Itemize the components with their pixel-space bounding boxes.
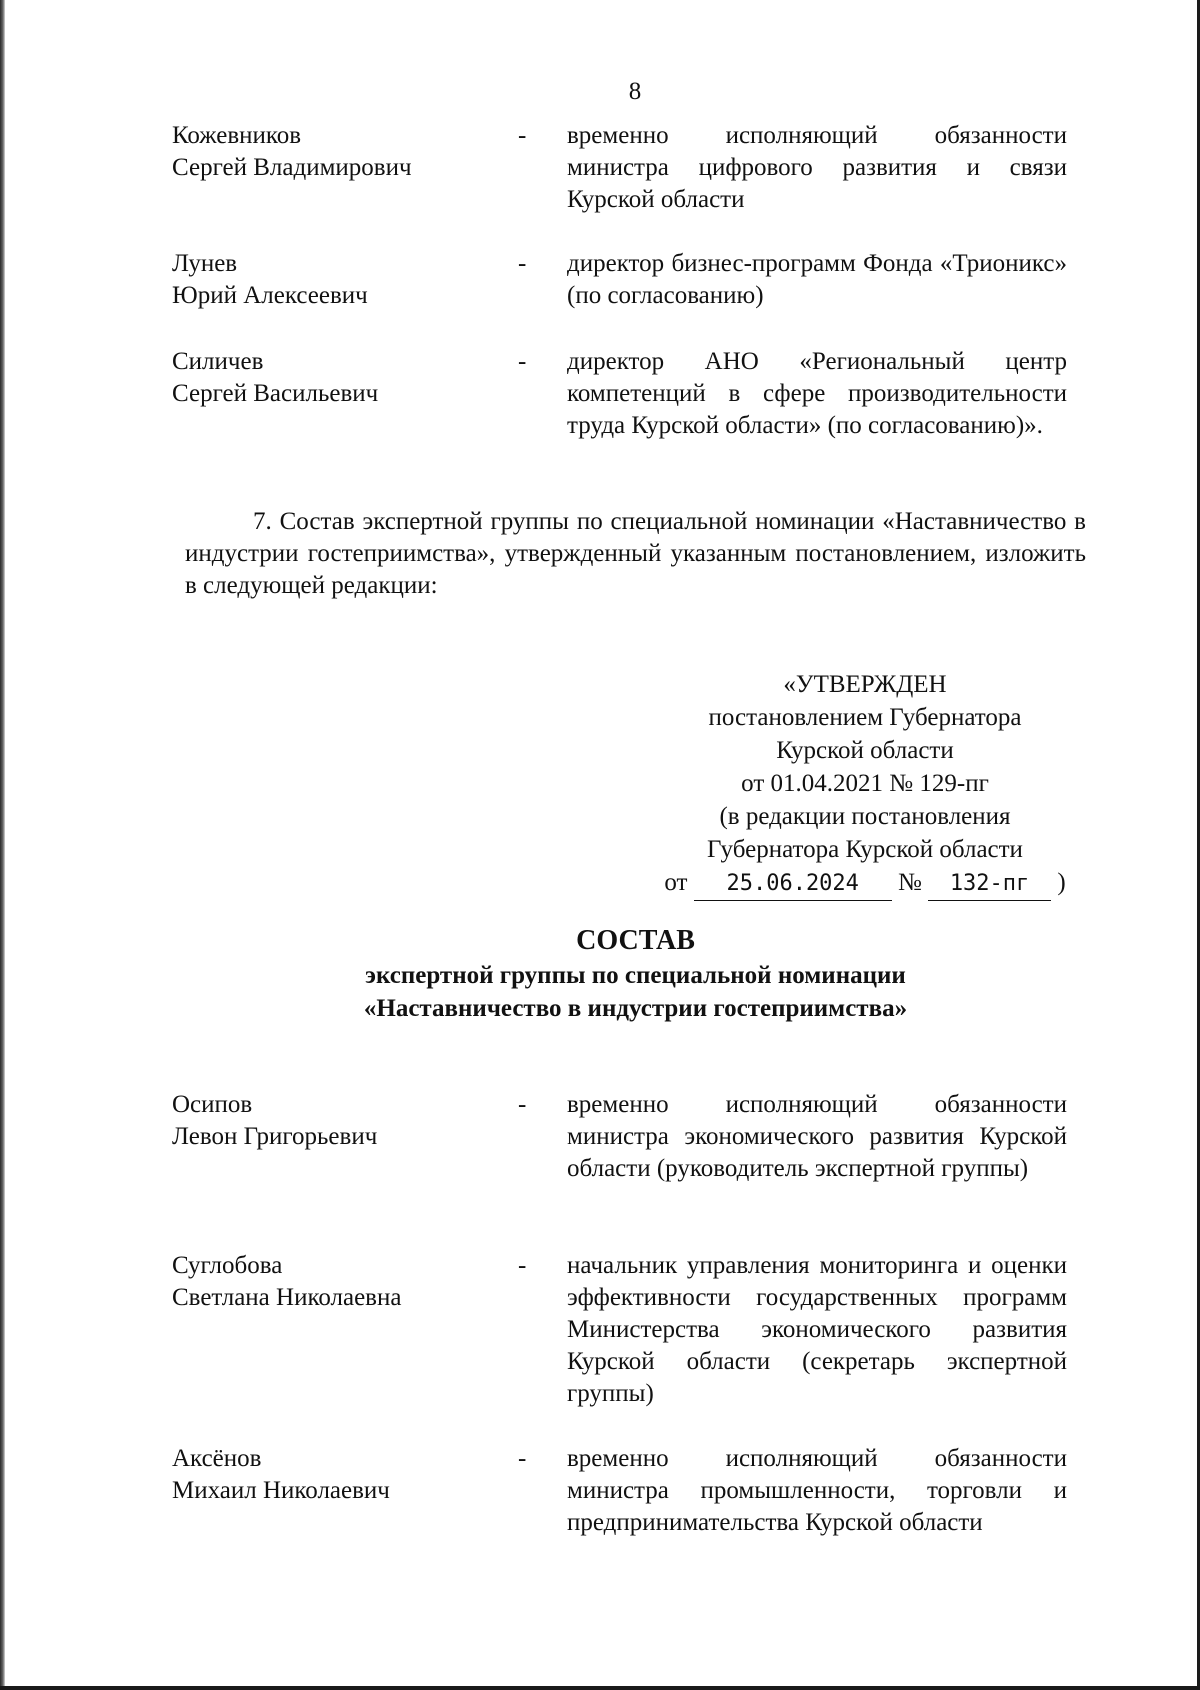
member-position: директор АНО «Региональный центр компетенций в сфере производительности труда Курской области» (по согласованию)». [567, 348, 1067, 439]
member-given-names: Сергей Васильевич [172, 380, 379, 407]
member-given-names: Юрий Алексеевич [172, 282, 368, 309]
amendment-paragraph: 7. Состав экспертной группы по специальной номинации «Наставничество в индустрии гостеприимства», утвержденный указанным постановлением, изложить в следующей редакции: [185, 508, 1086, 599]
closing-parenthesis: ) [1057, 869, 1066, 896]
approval-line: «УТВЕРЖДЕН [783, 671, 947, 698]
approval-number: 132-пг [928, 867, 1051, 901]
from-label: от [664, 869, 688, 896]
member-dash: - [518, 348, 527, 375]
member-dash: - [518, 1252, 527, 1279]
member-position: директор бизнес-программ Фонда «Трионикс» (по согласованию) [567, 250, 1067, 309]
member-given-names: Сергей Владимирович [172, 154, 412, 181]
scan-bottom-edge [0, 1686, 1200, 1690]
composition-subtitle: «Наставничество в индустрии гостеприимства» [363, 995, 908, 1022]
member-given-names: Светлана Николаевна [172, 1284, 402, 1311]
number-label: № [897, 869, 922, 896]
approval-line: Курской области [776, 737, 954, 764]
member-surname: Кожевников [172, 122, 302, 149]
approval-date: 25.06.2024 [694, 867, 892, 901]
member-dash: - [518, 1091, 527, 1118]
member-name [172, 120, 492, 184]
member-surname: Суглобова [172, 1252, 283, 1279]
member-position: временно исполняющий обязанности министра экономического развития Курской области (руководитель экспертной группы) [567, 1091, 1067, 1182]
member-dash: - [518, 250, 527, 277]
member-name [172, 346, 492, 410]
member-surname: Силичев [172, 348, 264, 375]
approval-line: (в редакции постановления [719, 803, 1011, 830]
member-surname: Осипов [172, 1091, 253, 1118]
approval-stamp-block [660, 668, 1070, 901]
member-name [172, 1443, 492, 1507]
member-surname: Лунев [172, 250, 238, 277]
member-name [172, 248, 492, 312]
member-given-names: Михаил Николаевич [172, 1477, 390, 1504]
member-position: временно исполняющий обязанности министра цифрового развития и связи Курской области [567, 122, 1067, 213]
page-number: 8 [628, 78, 642, 105]
scan-left-edge [0, 0, 5, 1690]
approval-date-line [660, 866, 1070, 901]
composition-subtitle: экспертной группы по специальной номинации [365, 962, 906, 989]
member-given-names: Левон Григорьевич [172, 1123, 378, 1150]
member-name [172, 1250, 492, 1314]
member-dash: - [518, 1445, 527, 1472]
member-name [172, 1089, 492, 1153]
member-dash: - [518, 122, 527, 149]
composition-title: СОСТАВ [576, 925, 695, 956]
member-position: временно исполняющий обязанности министра промышленности, торговли и предпринимательства Курской области [567, 1445, 1067, 1536]
member-surname: Аксёнов [172, 1445, 262, 1472]
member-position: начальник управления мониторинга и оценки эффективности государственных программ Министерства экономического развития Курской области (секретарь экспертной группы) [567, 1252, 1067, 1407]
approval-line: от 01.04.2021 № 129-пг [741, 770, 989, 797]
approval-line: постановлением Губернатора [708, 704, 1022, 731]
approval-line: Губернатора Курской области [707, 836, 1023, 863]
